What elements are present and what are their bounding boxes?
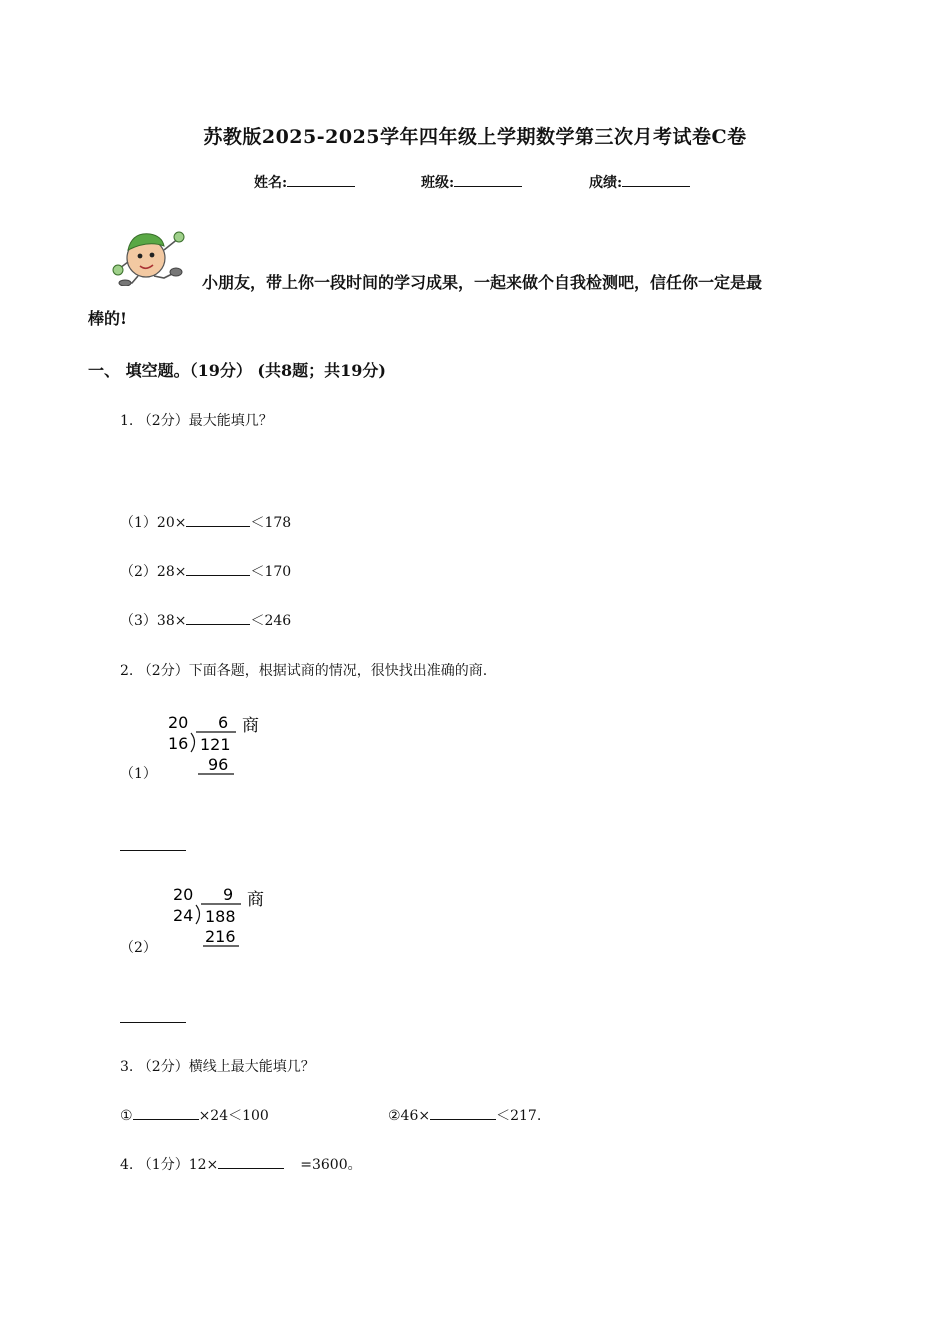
question-1-item-3 bbox=[120, 610, 291, 630]
part-prefix: ① bbox=[120, 1108, 133, 1124]
question-3-part-b bbox=[388, 1105, 541, 1125]
item-prefix: （2）28× bbox=[120, 564, 187, 580]
trial-number: 20 bbox=[168, 713, 189, 732]
dividend: 188 bbox=[205, 907, 236, 926]
item-suffix: ＜178 bbox=[250, 515, 292, 531]
part-suffix: ×24＜100 bbox=[198, 1108, 269, 1124]
name-label: 姓名: bbox=[254, 175, 288, 191]
item-suffix: ＜170 bbox=[250, 564, 292, 580]
question-4-prefix: 4. （1分）12× bbox=[120, 1157, 219, 1173]
long-division-figure-1 bbox=[160, 710, 270, 778]
question-4 bbox=[120, 1154, 362, 1174]
shang-label: 商 bbox=[242, 716, 259, 736]
product: 216 bbox=[205, 927, 236, 946]
part-suffix: ＜217. bbox=[496, 1108, 542, 1124]
dividend: 121 bbox=[200, 735, 231, 754]
trial-quotient: 9 bbox=[223, 885, 234, 904]
answer-blank[interactable] bbox=[430, 1105, 496, 1120]
class-blank[interactable] bbox=[454, 172, 522, 187]
answer-blank[interactable] bbox=[133, 1105, 199, 1120]
question-1-stem: 1. （2分）最大能填几？ bbox=[120, 413, 273, 429]
section-heading: 一、 填空题。（19分） (共8题；共19分) bbox=[88, 361, 386, 380]
question-4-suffix: =3600。 bbox=[300, 1157, 362, 1173]
intro-line-2: 棒的! bbox=[88, 309, 128, 328]
score-field[interactable] bbox=[589, 172, 690, 192]
question-1-item-1 bbox=[120, 512, 291, 532]
item-prefix: （1）20× bbox=[120, 515, 187, 531]
name-field[interactable] bbox=[254, 172, 355, 192]
trial-number: 20 bbox=[173, 885, 194, 904]
question-3-stem: 3. （2分）横线上最大能填几？ bbox=[120, 1059, 315, 1075]
answer-line-1[interactable] bbox=[120, 850, 186, 851]
question-2-stem: 2. （2分）下面各题，根据试商的情况，很快找出准确的商. bbox=[120, 663, 488, 679]
shang-label: 商 bbox=[247, 890, 264, 910]
answer-blank[interactable] bbox=[186, 561, 250, 576]
part-prefix: ②46× bbox=[388, 1108, 431, 1124]
answer-blank[interactable] bbox=[186, 512, 250, 527]
divisor: 16 bbox=[168, 734, 189, 753]
class-label: 班级: bbox=[421, 175, 455, 191]
name-blank[interactable] bbox=[287, 172, 355, 187]
divisor: 24 bbox=[173, 906, 194, 925]
question-3-part-a bbox=[120, 1105, 269, 1125]
question-2-part-1-label: （1） bbox=[120, 766, 157, 782]
page-title: 苏教版2025-2025学年四年级上学期数学第三次月考试卷C卷 bbox=[203, 126, 747, 148]
item-prefix: （3）38× bbox=[120, 613, 187, 629]
intro-line-1: 小朋友，带上你一段时间的学习成果，一起来做个自我检测吧，信任你一定是最 bbox=[202, 273, 763, 292]
item-suffix: ＜246 bbox=[250, 613, 292, 629]
long-division-figure-2 bbox=[165, 882, 275, 952]
product: 96 bbox=[208, 755, 229, 774]
mascot-icon bbox=[108, 220, 188, 286]
question-2-part-2-label: （2） bbox=[120, 940, 157, 956]
trial-quotient: 6 bbox=[218, 713, 229, 732]
answer-blank[interactable] bbox=[186, 610, 250, 625]
answer-blank[interactable] bbox=[218, 1154, 284, 1169]
question-1-item-2 bbox=[120, 561, 291, 581]
score-blank[interactable] bbox=[622, 172, 690, 187]
answer-line-2[interactable] bbox=[120, 1022, 186, 1023]
score-label: 成绩: bbox=[589, 175, 623, 191]
class-field[interactable] bbox=[421, 172, 522, 192]
